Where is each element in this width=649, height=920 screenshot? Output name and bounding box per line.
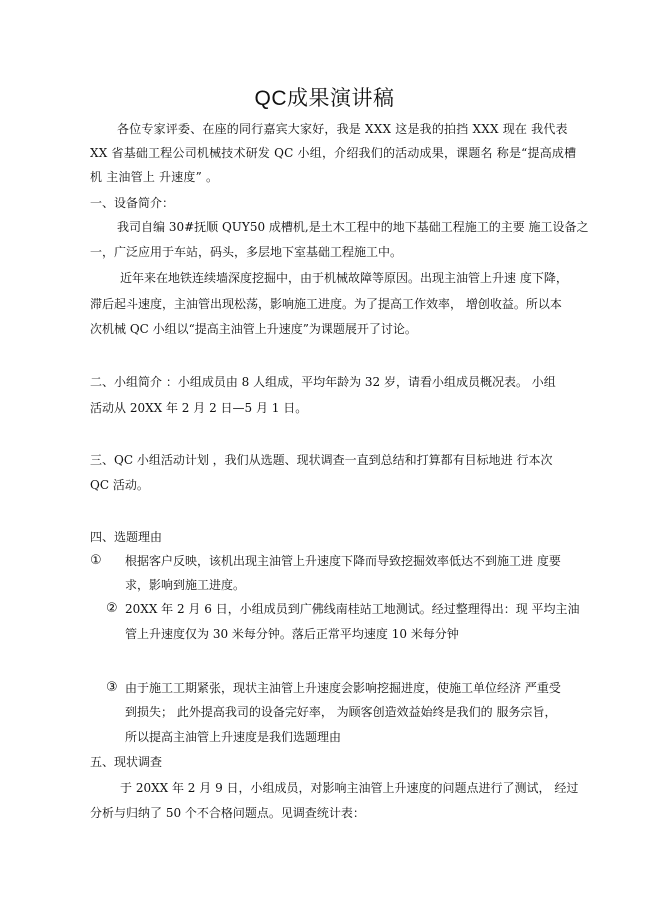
document-title: QC成果演讲稿 — [254, 87, 395, 110]
reason-3-line-2: 到损失； 此外提高我司的设备完好率， 为顾客创造效益始终是我们的 服务宗旨， — [125, 705, 557, 719]
section1-p1-line-2: 一，广泛应用于车站，码头，多层地下室基础工程施工中。 — [90, 245, 403, 259]
intro-line-2: XX 省基础工程公司机械技术研发 QC 小组，介绍我们的活动成果，课题名 称是“提高成槽 — [90, 146, 577, 160]
intro-line-3: 机 主油管上 升速度” 。 — [90, 170, 219, 184]
reason-3-line-3: 所以提高主油管上升速度是我们选题理由 — [125, 730, 342, 744]
intro-line-1: 各位专家评委、在座的同行嘉宾大家好，我是 XXX 这是我的拍挡 XXX 现在 我代表 — [117, 122, 568, 136]
section5-heading: 五、现状调查 — [90, 755, 163, 769]
section2-line-2: 活动从 20XX 年 2 月 2 日—5 月 1 日。 — [90, 401, 308, 415]
section1-p2-line-1: 近年来在地铁连续墙深度挖掘中，由于机械故障等原因。出现主油管上升速 度下降， — [120, 271, 568, 285]
reason-1-number: ① — [90, 553, 102, 568]
section5-p1-line-2: 分析与归纳了 50 个不合格问题点。见调查统计表： — [90, 806, 365, 820]
reason-3-line-1: 由于施工工期紧张，现状主油管上升速度会影响挖掘进度，使施工单位经济 严重受 — [125, 681, 561, 695]
reason-2-line-2: 管上升速度仅为 30 米每分钟。落后正常平均速度 10 米每分钟 — [125, 627, 459, 641]
reason-3-number: ③ — [106, 680, 118, 695]
section5-p1-line-1: 于 20XX 年 2 月 9 日，小组成员，对影响主油管上升速度的问题点进行了测试， 经过 — [120, 781, 579, 795]
reason-1-line-1: 根据客户反映，该机出现主油管上升速度下降而导致挖掘效率低达不到施工进 度要 — [125, 554, 561, 568]
section4-heading: 四、选题理由 — [90, 530, 163, 544]
section1-p2-line-3: 次机械 QC 小组以“提高主油管上升速度”为课题展开了讨论。 — [90, 322, 417, 336]
section2-line-1: 二、小组简介 ：小组成员由 8 人组成，平均年龄为 32 岁，请看小组成员概况表。 小组 — [90, 375, 556, 389]
reason-2-line-1: 20XX 年 2 月 6 日，小组成员到广佛线南桂站工地测试。经过整理得出：现 平均主油 — [125, 602, 580, 616]
section1-p1-line-1: 我司自编 30#抚顺 QUY50 成槽机,是土木工程中的地下基础工程施工的主要 施工设备之 — [117, 220, 589, 234]
section3-line-1: 三、QC 小组活动计划 ，我们从选题、现状调查一直到总结和打算都有目标地进 行本次 — [90, 453, 553, 467]
section1-heading: 一、设备简介： — [90, 196, 175, 210]
reason-2-number: ② — [106, 601, 118, 616]
section1-p2-line-2: 滞后起斗速度，主油管出现松荡，影响施工进度。为了提高工作效率， 增创收益。所以本 — [90, 297, 562, 311]
section3-line-2: QC 活动。 — [90, 478, 149, 492]
reason-1-line-2: 求，影响到施工进度。 — [125, 578, 246, 592]
